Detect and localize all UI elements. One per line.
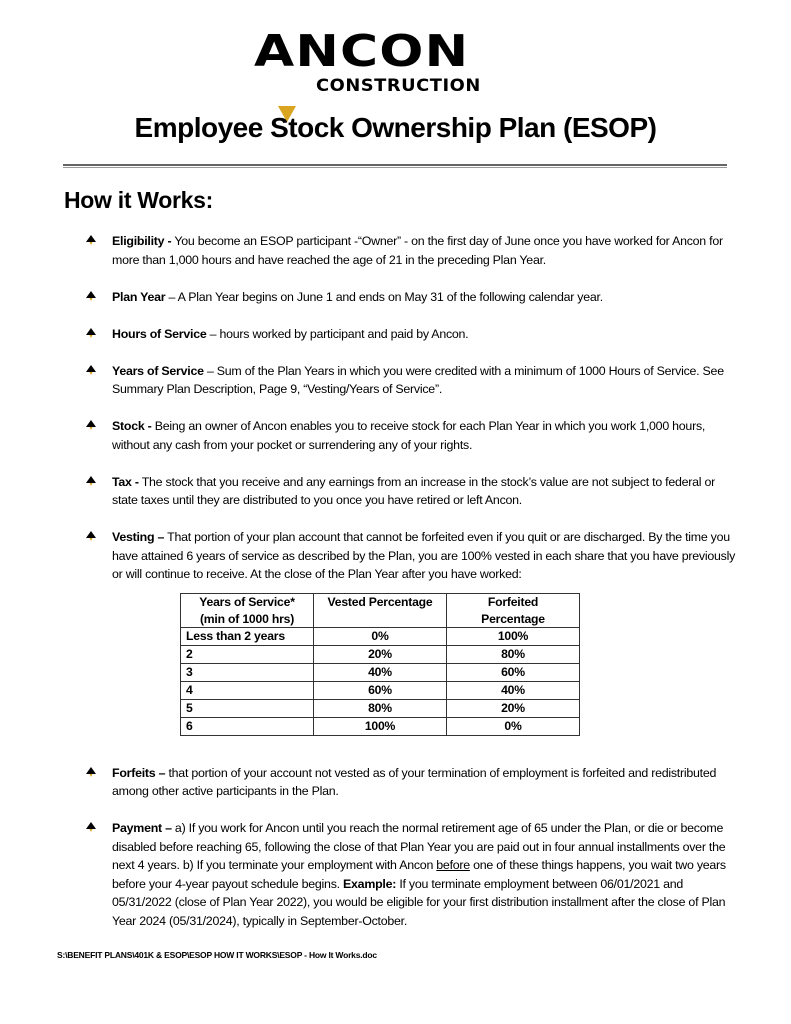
ancon-arrow-bullet-icon [86,420,96,430]
years-cell: 2 [181,646,314,664]
list-item-eligibility [86,232,736,269]
logo-wordmark: ANCON [254,26,470,77]
ancon-arrow-bullet-icon [86,291,96,301]
term-label: Payment – [112,821,172,835]
ancon-arrow-bullet-icon [86,365,96,375]
header-line: Forfeited [487,595,539,609]
list-item-plan-year [86,288,736,307]
table-row [181,664,580,682]
ancon-arrow-bullet-icon [86,476,96,486]
term-description: – A Plan Year begins on June 1 and ends on May 31 of the following calendar year. [165,289,603,304]
list-item-stock [86,417,736,454]
term-label: Hours of Service [112,326,207,341]
term-label: Stock - [112,419,152,433]
forfeited-cell: 60% [447,664,580,682]
term-description: You become an ESOP participant -“Owner” - on the first day of June once you have worked for Ancon for more than 1,000 hours and have reached the age of 21 in the preceding Plan Year. [112,234,723,267]
header-line: (min of 1000 hrs) [199,611,295,626]
header-forfeited-percentage [447,594,580,628]
list-item-payment [86,819,736,930]
term-description: – Sum of the Plan Years in which you were credited with a minimum of 1000 Hours of Service. See Summary Plan Description, Page 9, “Vesting/Years of Service”. [112,363,724,396]
term-description: that portion of your account not vested as of your termination of employment is forfeited and redistributed among other active participants in the Plan. [112,765,717,798]
vested-cell: 60% [314,682,447,700]
table-row [181,628,580,646]
years-cell: 6 [181,718,314,736]
list-item-forfeits [86,764,736,801]
ancon-arrow-bullet-icon [86,531,96,541]
section-heading: How it Works: [64,187,214,213]
vested-cell: 0% [314,628,447,646]
page-title: Employee Stock Ownership Plan (ESOP) [134,112,657,143]
list-item-hours-of-service [86,325,736,344]
forfeited-cell: 100% [447,628,580,646]
header-vested-percentage [314,594,447,628]
forfeited-cell: 20% [447,700,580,718]
vesting-schedule-table [180,593,580,736]
logo-subtitle: CONSTRUCTION [316,76,481,96]
forfeited-cell: 80% [447,646,580,664]
list-item-years-of-service [86,362,736,399]
ancon-arrow-bullet-icon [86,767,96,777]
header-line: Vested Percentage [327,595,433,609]
vested-cell: 40% [314,664,447,682]
term-description-b: one of these things happens, you wait two years before your 4-year payout schedule begins. [112,858,726,891]
table-row [181,646,580,664]
definition-list [86,232,736,949]
header-line: Percentage [481,611,545,626]
forfeited-cell: 40% [447,682,580,700]
term-description-a: a) If you work for Ancon until you reach the normal retirement age of 65 under the Plan, or die or become disabled before reaching 65, following the close of that Plan Year you are paid out in four annual installments over the next 4 years. b) If you terminate your employment with Ancon [112,821,726,872]
example-label: Example: [343,876,397,891]
title-divider [63,164,727,168]
header-line: Years of Service* [199,595,295,609]
document-path-footer: S:\BENEFIT PLANS\401K & ESOP\ESOP HOW IT WORKS\ESOP - How It Works.doc [57,950,377,960]
term-label: Plan Year [112,289,166,304]
term-description-c: If you terminate employment between 06/01/2021 and 05/31/2022 (close of Plan Year 2022), you would be eligible for your first distribution installment after the close of Plan Year 2024 (05/31/2024), typically in September-October. [112,876,726,928]
term-label: Tax - [112,474,139,489]
ancon-arrow-bullet-icon [86,822,96,832]
ancon-arrow-bullet-icon [86,235,96,245]
years-cell: 5 [181,700,314,718]
forfeited-cell: 0% [447,718,580,736]
vested-cell: 80% [314,700,447,718]
header-line [319,611,441,628]
list-item-tax [86,473,736,510]
term-label: Forfeits – [112,765,166,780]
term-label: Years of Service [112,363,204,378]
term-description: – hours worked by participant and paid by Ancon. [206,326,469,341]
company-logo [254,26,518,100]
ancon-arrow-bullet-icon [86,328,96,338]
table-row [181,700,580,718]
header-years-of-service [181,594,314,628]
underlined-before: before [436,858,470,872]
table-header-row [181,594,580,628]
term-description: That portion of your plan account that cannot be forfeited even if you quit or are discharged. By the time you have attained 6 years of service as described by the Plan, you are 100% vested in each share that you have previously or will continue to receive. At the close of the Plan Year after you have worked: [112,530,736,581]
years-cell: 4 [181,682,314,700]
table-row [181,682,580,700]
term-description: Being an owner of Ancon enables you to receive stock for each Plan Year in which you work 1,000 hours, without any cash from your pocket or surrendering any of your rights. [112,419,706,452]
table-row [181,718,580,736]
years-cell: 3 [181,664,314,682]
vested-cell: 100% [314,718,447,736]
vested-cell: 20% [314,646,447,664]
term-label: Eligibility - [112,234,172,248]
years-cell: Less than 2 years [181,628,314,646]
list-item-vesting [86,528,736,584]
term-description: The stock that you receive and any earnings from an increase in the stock’s value are not subject to federal or state taxes until they are distributed to you once you have retired or left Ancon. [112,474,716,507]
term-label: Vesting – [112,530,165,544]
